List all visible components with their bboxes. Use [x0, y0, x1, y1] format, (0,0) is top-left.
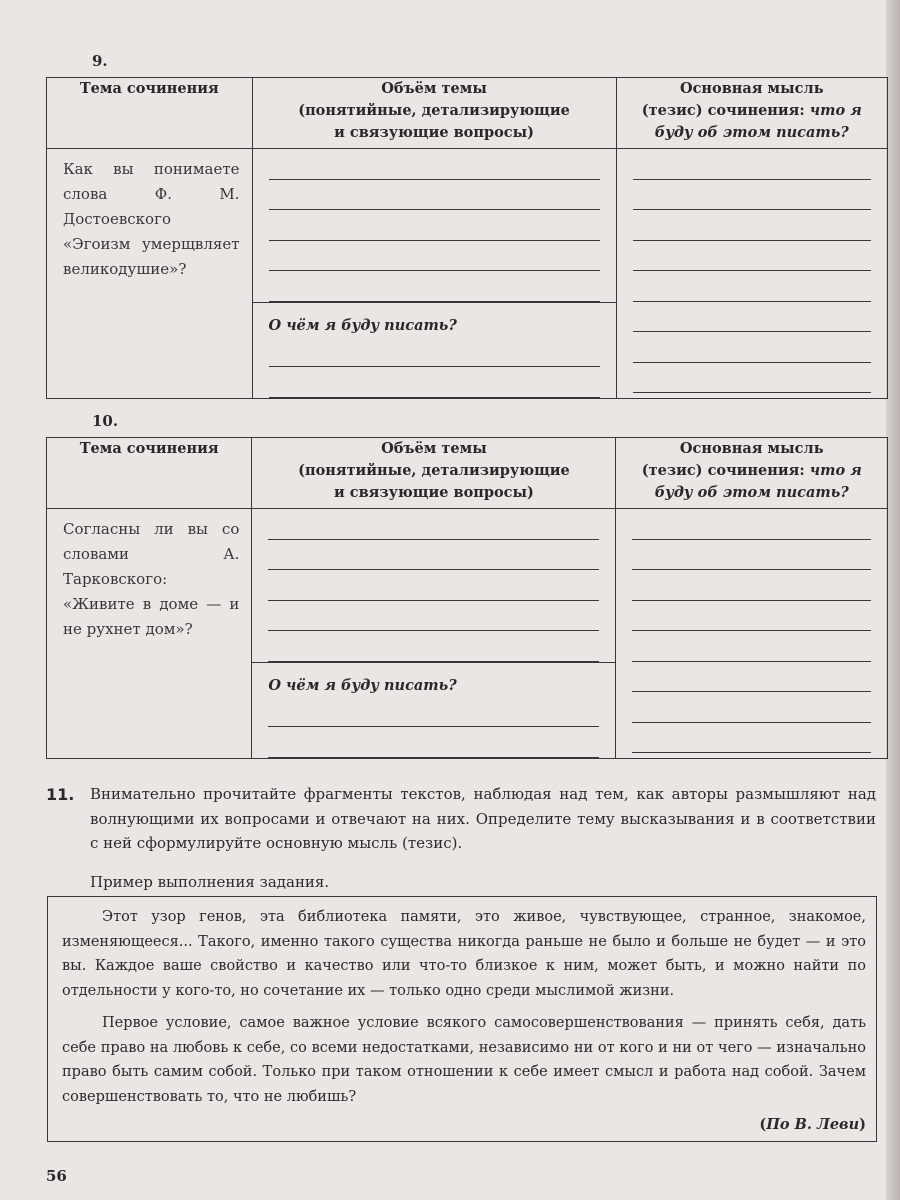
thesis-answer-area[interactable]	[616, 509, 888, 759]
thesis-answer-area[interactable]	[616, 149, 887, 399]
example-text-box	[47, 896, 877, 1142]
answer-line[interactable]	[268, 601, 599, 632]
answer-line[interactable]	[632, 540, 871, 571]
topic-text: Согласны ли вы со словами А. Тарковского: «Живите в доме — и не рухнет дом»?	[63, 520, 240, 638]
scope-answer-area[interactable]	[252, 509, 616, 663]
answer-line[interactable]	[268, 727, 599, 758]
answer-line[interactable]	[269, 180, 600, 211]
example-paragraph-1: Этот узор генов, эта библиотека памяти, это живое, чувствующее, странное, знакомое, изменяющееся... Такого, именно такого существа никогда раньше не было и больше не будет — и это вы. Каждое ваше свойство и качество или что-то близкое к ним, может быть, и можно найти по отдельности у кого-то, но сочетание их — только одно среди мыслимой жизни.	[62, 909, 866, 999]
page-number: 56	[46, 1167, 67, 1185]
answer-line[interactable]	[269, 337, 600, 368]
answer-line[interactable]	[268, 540, 599, 571]
answer-line[interactable]	[632, 723, 871, 754]
topic-cell	[47, 509, 252, 759]
answer-line[interactable]	[632, 570, 871, 601]
answer-line[interactable]	[633, 332, 871, 363]
answer-line[interactable]	[269, 271, 600, 302]
answer-line[interactable]	[269, 367, 600, 398]
scope-answer-area[interactable]	[252, 149, 616, 303]
attribution: (По В. Леви)	[759, 1116, 866, 1133]
answer-line[interactable]	[268, 697, 599, 728]
answer-line[interactable]	[633, 149, 871, 180]
answer-line[interactable]	[268, 570, 599, 601]
exercise-11-instruction: Внимательно прочитайте фрагменты текстов, наблюдая над тем, как авторы размышляют над волнующими их вопросами и отвечают на них. Определите тему высказывания и в соответствии с ней сформулируйте основную мысль (тезис).	[90, 785, 876, 852]
header-topic: Тема сочинения	[47, 78, 253, 149]
header-thesis: Основная мысль (тезис) сочинения: что я буду об этом писать?	[616, 438, 888, 509]
answer-line[interactable]	[632, 631, 871, 662]
exercise-11-number: 11.	[46, 785, 75, 804]
task-10-number: 10.	[92, 412, 119, 430]
answer-line[interactable]	[633, 180, 871, 211]
header-topic: Тема сочинения	[47, 438, 252, 509]
answer-line[interactable]	[633, 210, 871, 241]
example-paragraph-2: Первое условие, самое важное условие всякого самосовершенствования — принять себя, дать себе право на любовь к себе, со всеми недостатками, независимо ни от кого и ни от чего — изначально право быть самим собой. Только при таком отношении к себе имеет смысл и работа над собой. Зачем совершенствовать то, что не любишь?	[62, 1015, 866, 1105]
answer-line[interactable]	[632, 601, 871, 632]
answer-line[interactable]	[632, 692, 871, 723]
answer-line[interactable]	[269, 241, 600, 272]
answer-line[interactable]	[632, 509, 871, 540]
header-scope: Объём темы (понятийные, детализирующие и связующие вопросы)	[252, 438, 616, 509]
example-label: Пример выполнения задания.	[90, 873, 330, 891]
what-to-write-area[interactable]	[252, 662, 616, 758]
header-thesis: Основная мысль (тезис) сочинения: что я буду об этом писать?	[616, 78, 887, 149]
task-10-table	[46, 437, 888, 759]
page-binding-shadow	[886, 0, 900, 1200]
answer-line[interactable]	[269, 149, 600, 180]
what-to-write-label: О чём я буду писать?	[268, 316, 457, 334]
answer-line[interactable]	[633, 241, 871, 272]
answer-line[interactable]	[633, 271, 871, 302]
answer-line[interactable]	[268, 509, 599, 540]
answer-line[interactable]	[632, 662, 871, 693]
answer-line[interactable]	[633, 363, 871, 394]
what-to-write-area[interactable]	[252, 302, 616, 398]
header-scope: Объём темы (понятийные, детализирующие и связующие вопросы)	[252, 78, 616, 149]
what-to-write-label: О чём я буду писать?	[268, 676, 457, 694]
task-9-table	[46, 77, 888, 399]
answer-line[interactable]	[269, 210, 600, 241]
topic-text: Как вы понимаете слова Ф. М. Достоевского «Эгоизм умерщвляет великодушие»?	[63, 160, 240, 278]
topic-cell	[47, 149, 253, 399]
answer-line[interactable]	[268, 631, 599, 662]
answer-line[interactable]	[633, 302, 871, 333]
task-9-number: 9.	[92, 52, 108, 70]
